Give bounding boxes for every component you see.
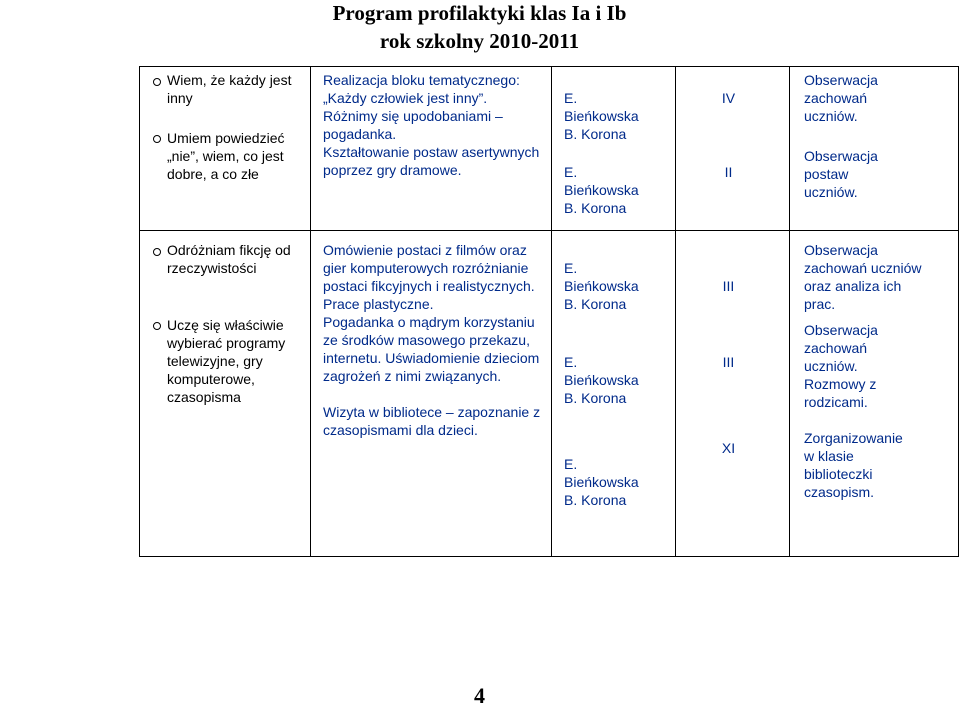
list-item (140, 129, 310, 183)
evaluation-text: Obserwacja zachowań uczniów oraz analiza ich prac. (804, 242, 922, 312)
responsible-cell (552, 67, 676, 231)
goals-cell (140, 67, 311, 231)
term-text: III (722, 278, 735, 294)
term-text: XI (721, 440, 736, 456)
term-text: IV (721, 90, 736, 106)
page-title: Program profilaktyki klas Ia i Ib (332, 1, 627, 25)
term-text: II (724, 164, 733, 180)
program-table (139, 66, 959, 557)
responsible-text: E. Bieńkowska B. Korona (564, 90, 639, 142)
term-cell (676, 231, 790, 557)
table-row (140, 67, 959, 231)
list-item (140, 67, 310, 107)
task-text: Omówienie postaci z filmów oraz gier komputerowych rozróżnianie postaci fikcyjnych i realistycznych. Prace plastyczne. (323, 242, 535, 312)
table-row (140, 231, 959, 557)
responsible-text: E. Bieńkowska B. Korona (564, 164, 639, 216)
responsible-text: E. Bieńkowska B. Korona (564, 260, 639, 312)
task-text: Realizacja bloku tematycznego: „Każdy człowiek jest inny”. Różnimy się upodobaniami – pogadanka. (323, 72, 520, 142)
responsible-cell (552, 231, 676, 557)
page-subtitle: rok szkolny 2010-2011 (379, 29, 580, 53)
tasks-cell (311, 67, 552, 231)
term-cell (676, 67, 790, 231)
task-text: Wizyta w bibliotece – zapoznanie z czasopismami dla dzieci. (323, 404, 541, 438)
term-text: III (722, 354, 735, 370)
goal-text: Odróżniam fikcję od rzeczywistości (167, 242, 291, 276)
evaluation-cell (790, 231, 959, 557)
task-text: Kształtowanie postaw asertywnych poprzez gry dramowe. (323, 144, 540, 178)
bullet-icon (153, 78, 161, 86)
goal-text: Umiem powiedzieć „nie”, wiem, co jest dobre, a co złe (167, 130, 285, 182)
bullet-icon (153, 248, 161, 256)
list-item (140, 231, 310, 277)
goal-text: Wiem, że każdy jest inny (167, 72, 292, 106)
goal-text: Uczę się właściwie wybierać programy telewizyjne, gry komputerowe, czasopisma (167, 317, 286, 405)
tasks-cell (311, 231, 552, 557)
list-item (140, 316, 310, 406)
evaluation-text: Zorganizowanie w klasie biblioteczki czasopism. (804, 430, 903, 500)
evaluation-cell (790, 67, 959, 231)
evaluation-text: Obserwacja zachowań uczniów. (804, 72, 878, 124)
evaluation-text: Obserwacja zachowań uczniów. Rozmowy z rodzicami. (804, 322, 878, 410)
page-number: 4 (474, 683, 485, 708)
bullet-icon (153, 322, 161, 330)
goals-cell (140, 231, 311, 557)
responsible-text: E. Bieńkowska B. Korona (564, 456, 639, 508)
evaluation-text: Obserwacja postaw uczniów. (804, 148, 878, 200)
bullet-icon (153, 135, 161, 143)
task-text: Pogadanka o mądrym korzystaniu ze środków masowego przekazu, internetu. Uświadomienie dzieciom zagrożeń z nimi związanych. (323, 314, 540, 384)
responsible-text: E. Bieńkowska B. Korona (564, 354, 639, 406)
